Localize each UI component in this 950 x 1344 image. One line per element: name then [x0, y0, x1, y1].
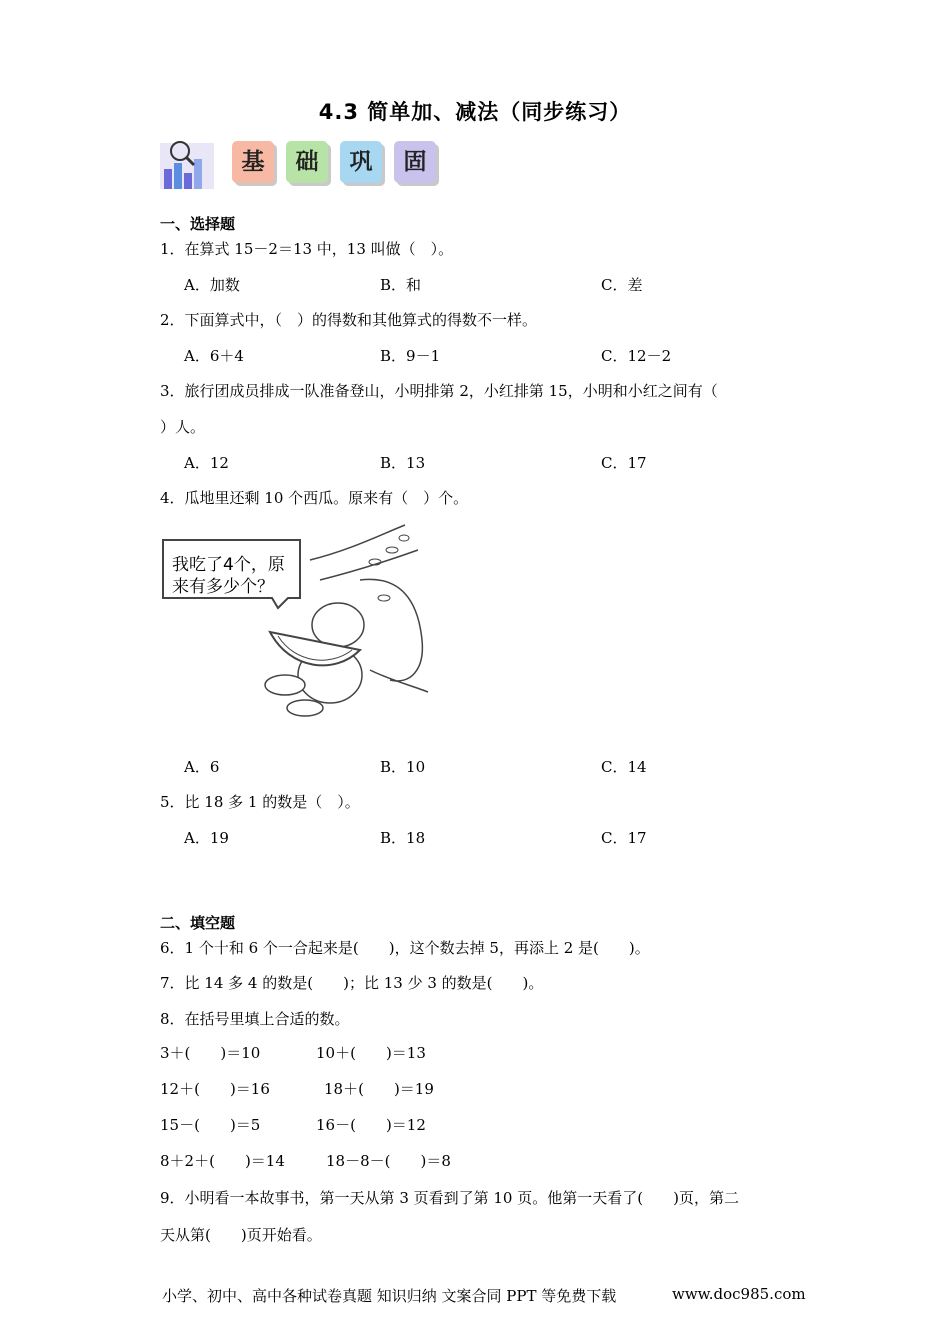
equation-4-right: 18－8－( )＝8	[326, 1152, 451, 1170]
q3-option-c: C．17	[601, 454, 647, 472]
q1-option-a: A．加数	[184, 276, 240, 294]
question-8: 8．在括号里填上合适的数。	[160, 1010, 350, 1028]
question-4: 4．瓜地里还剩 10 个西瓜。原来有（ ）个。	[160, 489, 469, 507]
equation-3-right: 16－( )＝12	[316, 1116, 426, 1134]
question-3-line-2: ）人。	[160, 418, 206, 436]
section-heading-choice: 一、选择题	[160, 215, 236, 233]
q5-option-c: C．17	[601, 829, 647, 847]
q4-option-c: C．14	[601, 758, 647, 776]
equation-2-right: 18＋( )＝19	[324, 1080, 434, 1098]
question-5: 5．比 18 多 1 的数是（ ）。	[160, 793, 360, 811]
q1-option-c: C．差	[601, 276, 643, 294]
banner-tile-3: 巩	[340, 141, 382, 183]
banner-tile-4: 固	[394, 141, 436, 183]
q3-option-b: B．13	[380, 454, 426, 472]
banner-tile-1: 基	[232, 141, 274, 183]
section-banner	[158, 135, 458, 195]
question-1: 1．在算式 15－2＝13 中，13 叫做（ ）。	[160, 240, 454, 258]
q4-option-b: B．10	[380, 758, 426, 776]
question-2: 2．下面算式中，（ ）的得数和其他算式的得数不一样。	[160, 311, 538, 329]
equation-3-left: 15－( )＝5	[160, 1116, 261, 1134]
equation-1-right: 10＋( )＝13	[316, 1044, 426, 1062]
footer-text: 小学、初中、高中各种试卷真题 知识归纳 文案合同 PPT 等免费下载	[162, 1287, 617, 1305]
q5-option-b: B．18	[380, 829, 426, 847]
q1-option-b: B．和	[380, 276, 422, 294]
magnifier-chart-icon	[158, 135, 218, 195]
footer-url[interactable]: www.doc985.com	[672, 1285, 806, 1303]
q2-option-b: B．9－1	[380, 347, 441, 365]
equation-1-left: 3＋( )＝10	[160, 1044, 261, 1062]
equation-2-left: 12＋( )＝16	[160, 1080, 270, 1098]
equation-4-left: 8＋2＋( )＝14	[160, 1152, 285, 1170]
q2-option-a: A．6＋4	[184, 347, 244, 365]
q4-option-a: A．6	[184, 758, 220, 776]
footer	[162, 1285, 616, 1306]
section-heading-fill: 二、填空题	[160, 914, 236, 932]
q2-option-c: C．12－2	[601, 347, 672, 365]
page-title: 4.3 简单加、减法（同步练习）	[318, 100, 632, 124]
speech-bubble-line-1: 我吃了4个，原	[172, 555, 285, 575]
banner-tile-2: 础	[286, 141, 328, 183]
q3-option-a: A．12	[184, 454, 229, 472]
q5-option-a: A．19	[184, 829, 229, 847]
question-3-line-1: 3．旅行团成员排成一队准备登山，小明排第 2，小红排第 15，小明和小红之间有（	[160, 382, 718, 400]
question-9-line-1: 9．小明看一本故事书，第一天从第 3 页看到了第 10 页。他第一天看了( )页，第二	[160, 1189, 739, 1207]
question-7: 7．比 14 多 4 的数是( )；比 13 少 3 的数是( )。	[160, 974, 544, 992]
speech-bubble-line-2: 来有多少个？	[172, 577, 274, 597]
question-9-line-2: 天从第( )页开始看。	[160, 1226, 322, 1244]
question-6: 6．1 个十和 6 个一合起来是( )，这个数去掉 5，再添上 2 是( )。	[160, 939, 650, 957]
watermelon-illustration	[160, 520, 430, 720]
